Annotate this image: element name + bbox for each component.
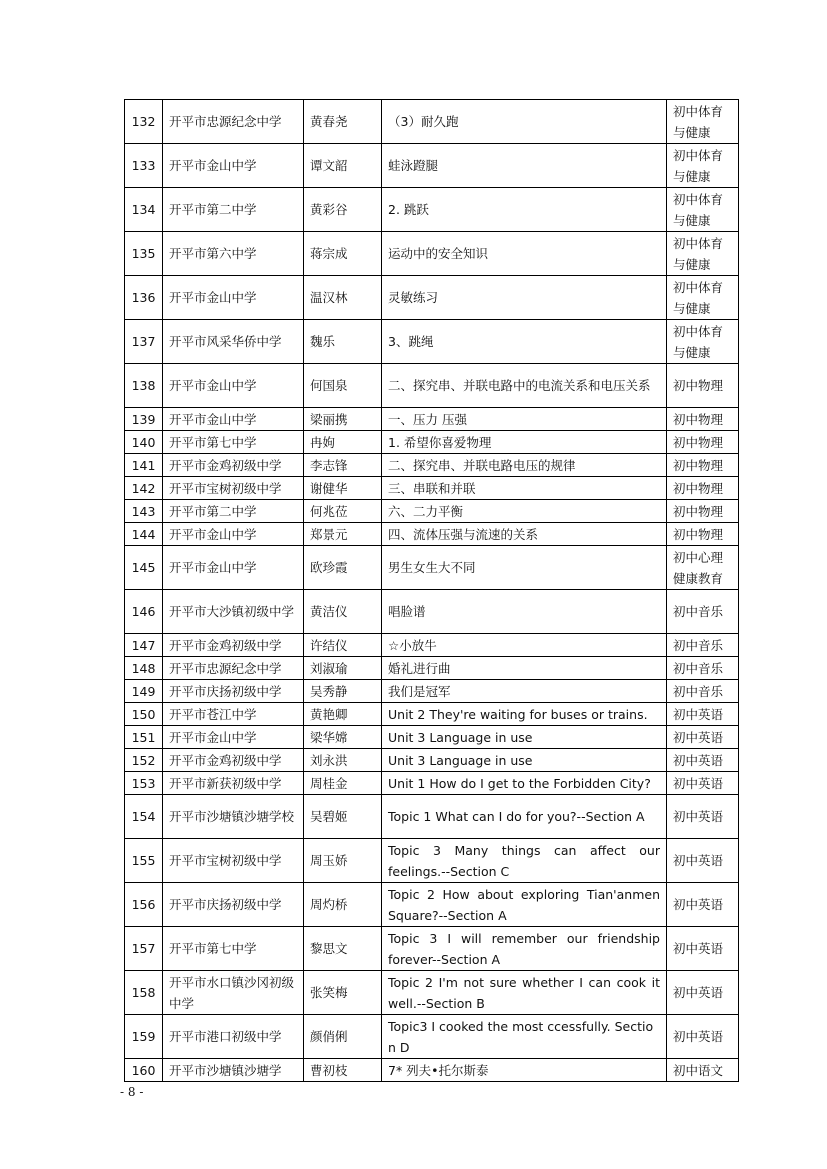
lesson-topic: Unit 1 How do I get to the Forbidden City? (382, 772, 667, 795)
subject: 初中音乐 (667, 634, 739, 657)
subject: 初中物理 (667, 523, 739, 546)
school-name: 开平市庆扬初级中学 (163, 883, 304, 927)
teacher-name: 周灼桥 (304, 883, 382, 927)
row-number: 138 (125, 364, 163, 408)
school-name: 开平市沙塘镇沙塘学 (163, 1059, 304, 1082)
lesson-topic: 男生女生大不同 (382, 546, 667, 590)
row-number: 147 (125, 634, 163, 657)
page-number: - 8 - (120, 1085, 144, 1099)
table-row (125, 703, 739, 726)
subject: 初中音乐 (667, 590, 739, 634)
subject: 初中英语 (667, 971, 739, 1015)
table-row (125, 408, 739, 431)
lesson-topic: 二、探究串、并联电路电压的规律 (382, 454, 667, 477)
row-number: 146 (125, 590, 163, 634)
table-row (125, 680, 739, 703)
table-row (125, 772, 739, 795)
row-number: 142 (125, 477, 163, 500)
teacher-name: 温汉林 (304, 276, 382, 320)
subject: 初中体育与健康 (667, 232, 739, 276)
teacher-name: 吴秀静 (304, 680, 382, 703)
award-list-table (124, 99, 739, 1082)
table-row (125, 364, 739, 408)
subject: 初中物理 (667, 477, 739, 500)
row-number: 140 (125, 431, 163, 454)
table-row (125, 431, 739, 454)
subject: 初中英语 (667, 772, 739, 795)
table-row (125, 144, 739, 188)
school-name: 开平市金山中学 (163, 546, 304, 590)
subject: 初中物理 (667, 408, 739, 431)
row-number: 139 (125, 408, 163, 431)
row-number: 143 (125, 500, 163, 523)
subject: 初中体育与健康 (667, 100, 739, 144)
row-number: 149 (125, 680, 163, 703)
teacher-name: 谭文韶 (304, 144, 382, 188)
teacher-name: 梁华嫦 (304, 726, 382, 749)
table-row (125, 276, 739, 320)
lesson-topic: 四、流体压强与流速的关系 (382, 523, 667, 546)
lesson-topic: 六、二力平衡 (382, 500, 667, 523)
subject: 初中音乐 (667, 657, 739, 680)
row-number: 150 (125, 703, 163, 726)
lesson-topic: Topic 1 What can I do for you?--Section A (382, 795, 667, 839)
school-name: 开平市第六中学 (163, 232, 304, 276)
school-name: 开平市沙塘镇沙塘学校 (163, 795, 304, 839)
subject: 初中体育与健康 (667, 188, 739, 232)
school-name: 开平市金山中学 (163, 144, 304, 188)
school-name: 开平市金鸡初级中学 (163, 454, 304, 477)
table-row (125, 839, 739, 883)
teacher-name: 吴碧姬 (304, 795, 382, 839)
school-name: 开平市金山中学 (163, 408, 304, 431)
school-name: 开平市宝树初级中学 (163, 839, 304, 883)
table-row (125, 188, 739, 232)
subject: 初中英语 (667, 1015, 739, 1059)
lesson-topic: （3）耐久跑 (382, 100, 667, 144)
school-name: 开平市庆扬初级中学 (163, 680, 304, 703)
table-row (125, 634, 739, 657)
lesson-topic: Unit 3 Language in use (382, 726, 667, 749)
teacher-name: 蒋宗成 (304, 232, 382, 276)
table-row (125, 232, 739, 276)
teacher-name: 魏乐 (304, 320, 382, 364)
school-name: 开平市港口初级中学 (163, 1015, 304, 1059)
teacher-name: 曹初枝 (304, 1059, 382, 1082)
lesson-topic: Topic3 I cooked the most ccessfully. Section D (382, 1015, 667, 1059)
subject: 初中英语 (667, 883, 739, 927)
subject: 初中英语 (667, 795, 739, 839)
row-number: 132 (125, 100, 163, 144)
lesson-topic: 三、串联和并联 (382, 477, 667, 500)
lesson-topic: 运动中的安全知识 (382, 232, 667, 276)
school-name: 开平市第七中学 (163, 431, 304, 454)
row-number: 159 (125, 1015, 163, 1059)
subject: 初中英语 (667, 839, 739, 883)
table-row (125, 726, 739, 749)
teacher-name: 周桂金 (304, 772, 382, 795)
subject: 初中英语 (667, 703, 739, 726)
teacher-name: 黄艳卿 (304, 703, 382, 726)
lesson-topic: Unit 3 Language in use (382, 749, 667, 772)
lesson-topic: 我们是冠军 (382, 680, 667, 703)
subject: 初中物理 (667, 364, 739, 408)
table-row (125, 477, 739, 500)
subject: 初中体育与健康 (667, 320, 739, 364)
lesson-topic: Unit 2 They're waiting for buses or trains. (382, 703, 667, 726)
lesson-topic: 婚礼进行曲 (382, 657, 667, 680)
teacher-name: 欧珍霞 (304, 546, 382, 590)
teacher-name: 黎思文 (304, 927, 382, 971)
subject: 初中体育与健康 (667, 144, 739, 188)
table-row (125, 1015, 739, 1059)
table-row (125, 883, 739, 927)
school-name: 开平市大沙镇初级中学 (163, 590, 304, 634)
row-number: 158 (125, 971, 163, 1015)
school-name: 开平市水口镇沙冈初级中学 (163, 971, 304, 1015)
table-row (125, 657, 739, 680)
row-number: 136 (125, 276, 163, 320)
row-number: 145 (125, 546, 163, 590)
teacher-name: 刘淑瑜 (304, 657, 382, 680)
teacher-name: 黄洁仪 (304, 590, 382, 634)
lesson-topic: 一、压力 压强 (382, 408, 667, 431)
school-name: 开平市金山中学 (163, 523, 304, 546)
lesson-topic: 蛙泳蹬腿 (382, 144, 667, 188)
row-number: 154 (125, 795, 163, 839)
lesson-topic: 7* 列夫•托尔斯泰 (382, 1059, 667, 1082)
table-row (125, 500, 739, 523)
table-row (125, 1059, 739, 1082)
subject: 初中音乐 (667, 680, 739, 703)
row-number: 156 (125, 883, 163, 927)
row-number: 155 (125, 839, 163, 883)
lesson-topic: 二、探究串、并联电路中的电流关系和电压关系 (382, 364, 667, 408)
row-number: 134 (125, 188, 163, 232)
lesson-topic: Topic 3 I will remember our friendship forever--Section A (382, 927, 667, 971)
teacher-name: 周玉娇 (304, 839, 382, 883)
subject: 初中英语 (667, 749, 739, 772)
subject: 初中英语 (667, 726, 739, 749)
subject: 初中物理 (667, 431, 739, 454)
row-number: 152 (125, 749, 163, 772)
lesson-topic: 3、跳绳 (382, 320, 667, 364)
teacher-name: 张笑梅 (304, 971, 382, 1015)
row-number: 133 (125, 144, 163, 188)
row-number: 144 (125, 523, 163, 546)
table-row (125, 320, 739, 364)
subject: 初中物理 (667, 500, 739, 523)
lesson-topic: 唱脸谱 (382, 590, 667, 634)
teacher-name: 郑景元 (304, 523, 382, 546)
teacher-name: 黄春尧 (304, 100, 382, 144)
subject: 初中心理健康教育 (667, 546, 739, 590)
teacher-name: 颜俏俐 (304, 1015, 382, 1059)
teacher-name: 黄彩谷 (304, 188, 382, 232)
school-name: 开平市金山中学 (163, 276, 304, 320)
table-row (125, 546, 739, 590)
teacher-name: 刘永洪 (304, 749, 382, 772)
table-row (125, 590, 739, 634)
row-number: 153 (125, 772, 163, 795)
row-number: 151 (125, 726, 163, 749)
subject: 初中物理 (667, 454, 739, 477)
school-name: 开平市宝树初级中学 (163, 477, 304, 500)
school-name: 开平市新获初级中学 (163, 772, 304, 795)
lesson-topic: 灵敏练习 (382, 276, 667, 320)
teacher-name: 谢健华 (304, 477, 382, 500)
teacher-name: 李志锋 (304, 454, 382, 477)
school-name: 开平市第二中学 (163, 500, 304, 523)
school-name: 开平市金鸡初级中学 (163, 749, 304, 772)
lesson-topic: 2. 跳跃 (382, 188, 667, 232)
table-body (125, 100, 739, 1082)
school-name: 开平市苍江中学 (163, 703, 304, 726)
school-name: 开平市金山中学 (163, 726, 304, 749)
row-number: 135 (125, 232, 163, 276)
table-row (125, 927, 739, 971)
table-row (125, 795, 739, 839)
subject: 初中体育与健康 (667, 276, 739, 320)
school-name: 开平市忠源纪念中学 (163, 100, 304, 144)
table-row (125, 523, 739, 546)
school-name: 开平市风采华侨中学 (163, 320, 304, 364)
lesson-topic: Topic 2 How about exploring Tian'anmen Square?--Section A (382, 883, 667, 927)
teacher-name: 许结仪 (304, 634, 382, 657)
school-name: 开平市第七中学 (163, 927, 304, 971)
row-number: 160 (125, 1059, 163, 1082)
table-row (125, 100, 739, 144)
teacher-name: 梁丽携 (304, 408, 382, 431)
lesson-topic: ☆小放牛 (382, 634, 667, 657)
school-name: 开平市金山中学 (163, 364, 304, 408)
table-row (125, 971, 739, 1015)
school-name: 开平市金鸡初级中学 (163, 634, 304, 657)
lesson-topic: Topic 3 Many things can affect our feelings.--Section C (382, 839, 667, 883)
table-row (125, 454, 739, 477)
subject: 初中语文 (667, 1059, 739, 1082)
teacher-name: 何兆莅 (304, 500, 382, 523)
school-name: 开平市忠源纪念中学 (163, 657, 304, 680)
lesson-topic: Topic 2 I'm not sure whether I can cook it well.--Section B (382, 971, 667, 1015)
row-number: 137 (125, 320, 163, 364)
row-number: 141 (125, 454, 163, 477)
lesson-topic: 1. 希望你喜爱物理 (382, 431, 667, 454)
teacher-name: 何国泉 (304, 364, 382, 408)
row-number: 157 (125, 927, 163, 971)
row-number: 148 (125, 657, 163, 680)
table-row (125, 749, 739, 772)
school-name: 开平市第二中学 (163, 188, 304, 232)
teacher-name: 冉姁 (304, 431, 382, 454)
subject: 初中英语 (667, 927, 739, 971)
